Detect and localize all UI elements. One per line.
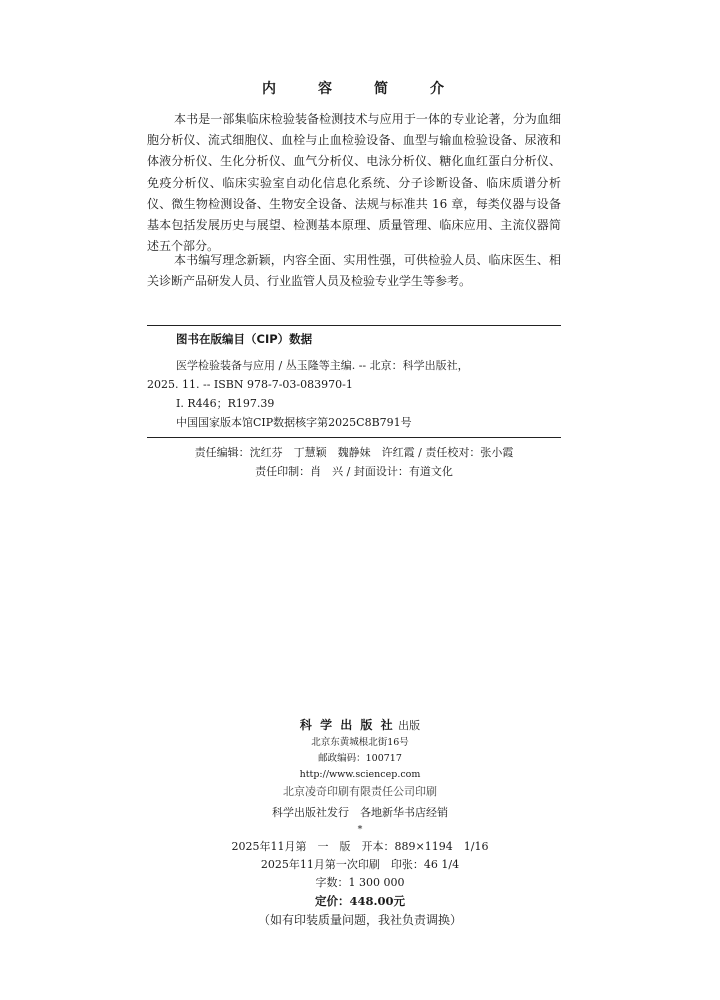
- cip-block: [147, 356, 561, 432]
- printer-info: 北京凌奇印刷有限责任公司印刷: [283, 785, 437, 798]
- word-count: 字数：1 300 000: [315, 876, 405, 889]
- publisher-name-suffix: 出版: [398, 719, 421, 732]
- intro-paragraph-1: 本书是一部集临床检验装备检测技术与应用于一体的专业论著，分为血细胞分析仪、流式细胞仪、血栓与止血检验设备、血型与输血检验设备、尿液和体液分析仪、生化分析仪、血气分析仪、电泳分析仪、糖化血红蛋白分析仪、免疫分析仪、临床实验室自动化信息化系统、分子诊断设备、临床质谱分析仪、微生物检测设备、生物安全设备、法规与标准共 16 章，每类仪器与设备基本包括发展历史与展望、检测基本原理、质量管理、临床应用、主流仪器简述五个部分。: [147, 112, 561, 254]
- publisher-address: 北京东黄城根北街16号: [311, 737, 409, 748]
- cip-bottom-rule: [147, 437, 561, 438]
- printing-info: 2025年11月第一次印刷 印张：46 1/4: [260, 858, 460, 871]
- publisher-block: [0, 716, 720, 929]
- publisher-website: http://www.sciencep.com: [299, 769, 421, 780]
- page-title: 内 容 简 介: [262, 81, 458, 97]
- distribution-info: 科学出版社发行 各地新华书店经销: [272, 806, 448, 819]
- cip-heading: 图书在版编目（CIP）数据: [176, 332, 313, 346]
- price: 定价：448.00元: [314, 894, 405, 908]
- cip-line-1: 医学检验装备与应用 / 丛玉隆等主编. -- 北京：科学出版社，: [176, 359, 469, 372]
- credits-block: [147, 443, 561, 481]
- cip-line-4: 中国国家版本馆CIP数据核字第2025C8B791号: [176, 416, 412, 429]
- cip-top-rule: [147, 325, 561, 326]
- publisher-name: 科 学 出 版 社: [299, 718, 395, 732]
- publisher-postcode: 邮政编码：100717: [318, 753, 402, 764]
- separator-asterisk: *: [357, 824, 363, 835]
- credits-line-1: 责任编辑：沈红芬 丁慧颖 魏静妹 许红霞 / 责任校对：张小霞: [194, 446, 514, 459]
- quality-note: （如有印装质量问题，我社负责调换）: [257, 913, 462, 927]
- cip-line-2: 2025. 11. -- ISBN 978-7-03-083970-1: [147, 378, 353, 391]
- intro-paragraph-2: 本书编写理念新颖，内容全面、实用性强，可供检验人员、临床医生、相关诊断产品研发人员、行业监管人员及检验专业学生等参考。: [147, 253, 561, 289]
- cip-line-3: Ⅰ. R446；R197.39: [176, 397, 275, 410]
- credits-line-2: 责任印制：肖 兴 / 封面设计：有道文化: [255, 465, 453, 478]
- edition-info: 2025年11月第 一 版 开本：889×1194 1/16: [231, 840, 489, 853]
